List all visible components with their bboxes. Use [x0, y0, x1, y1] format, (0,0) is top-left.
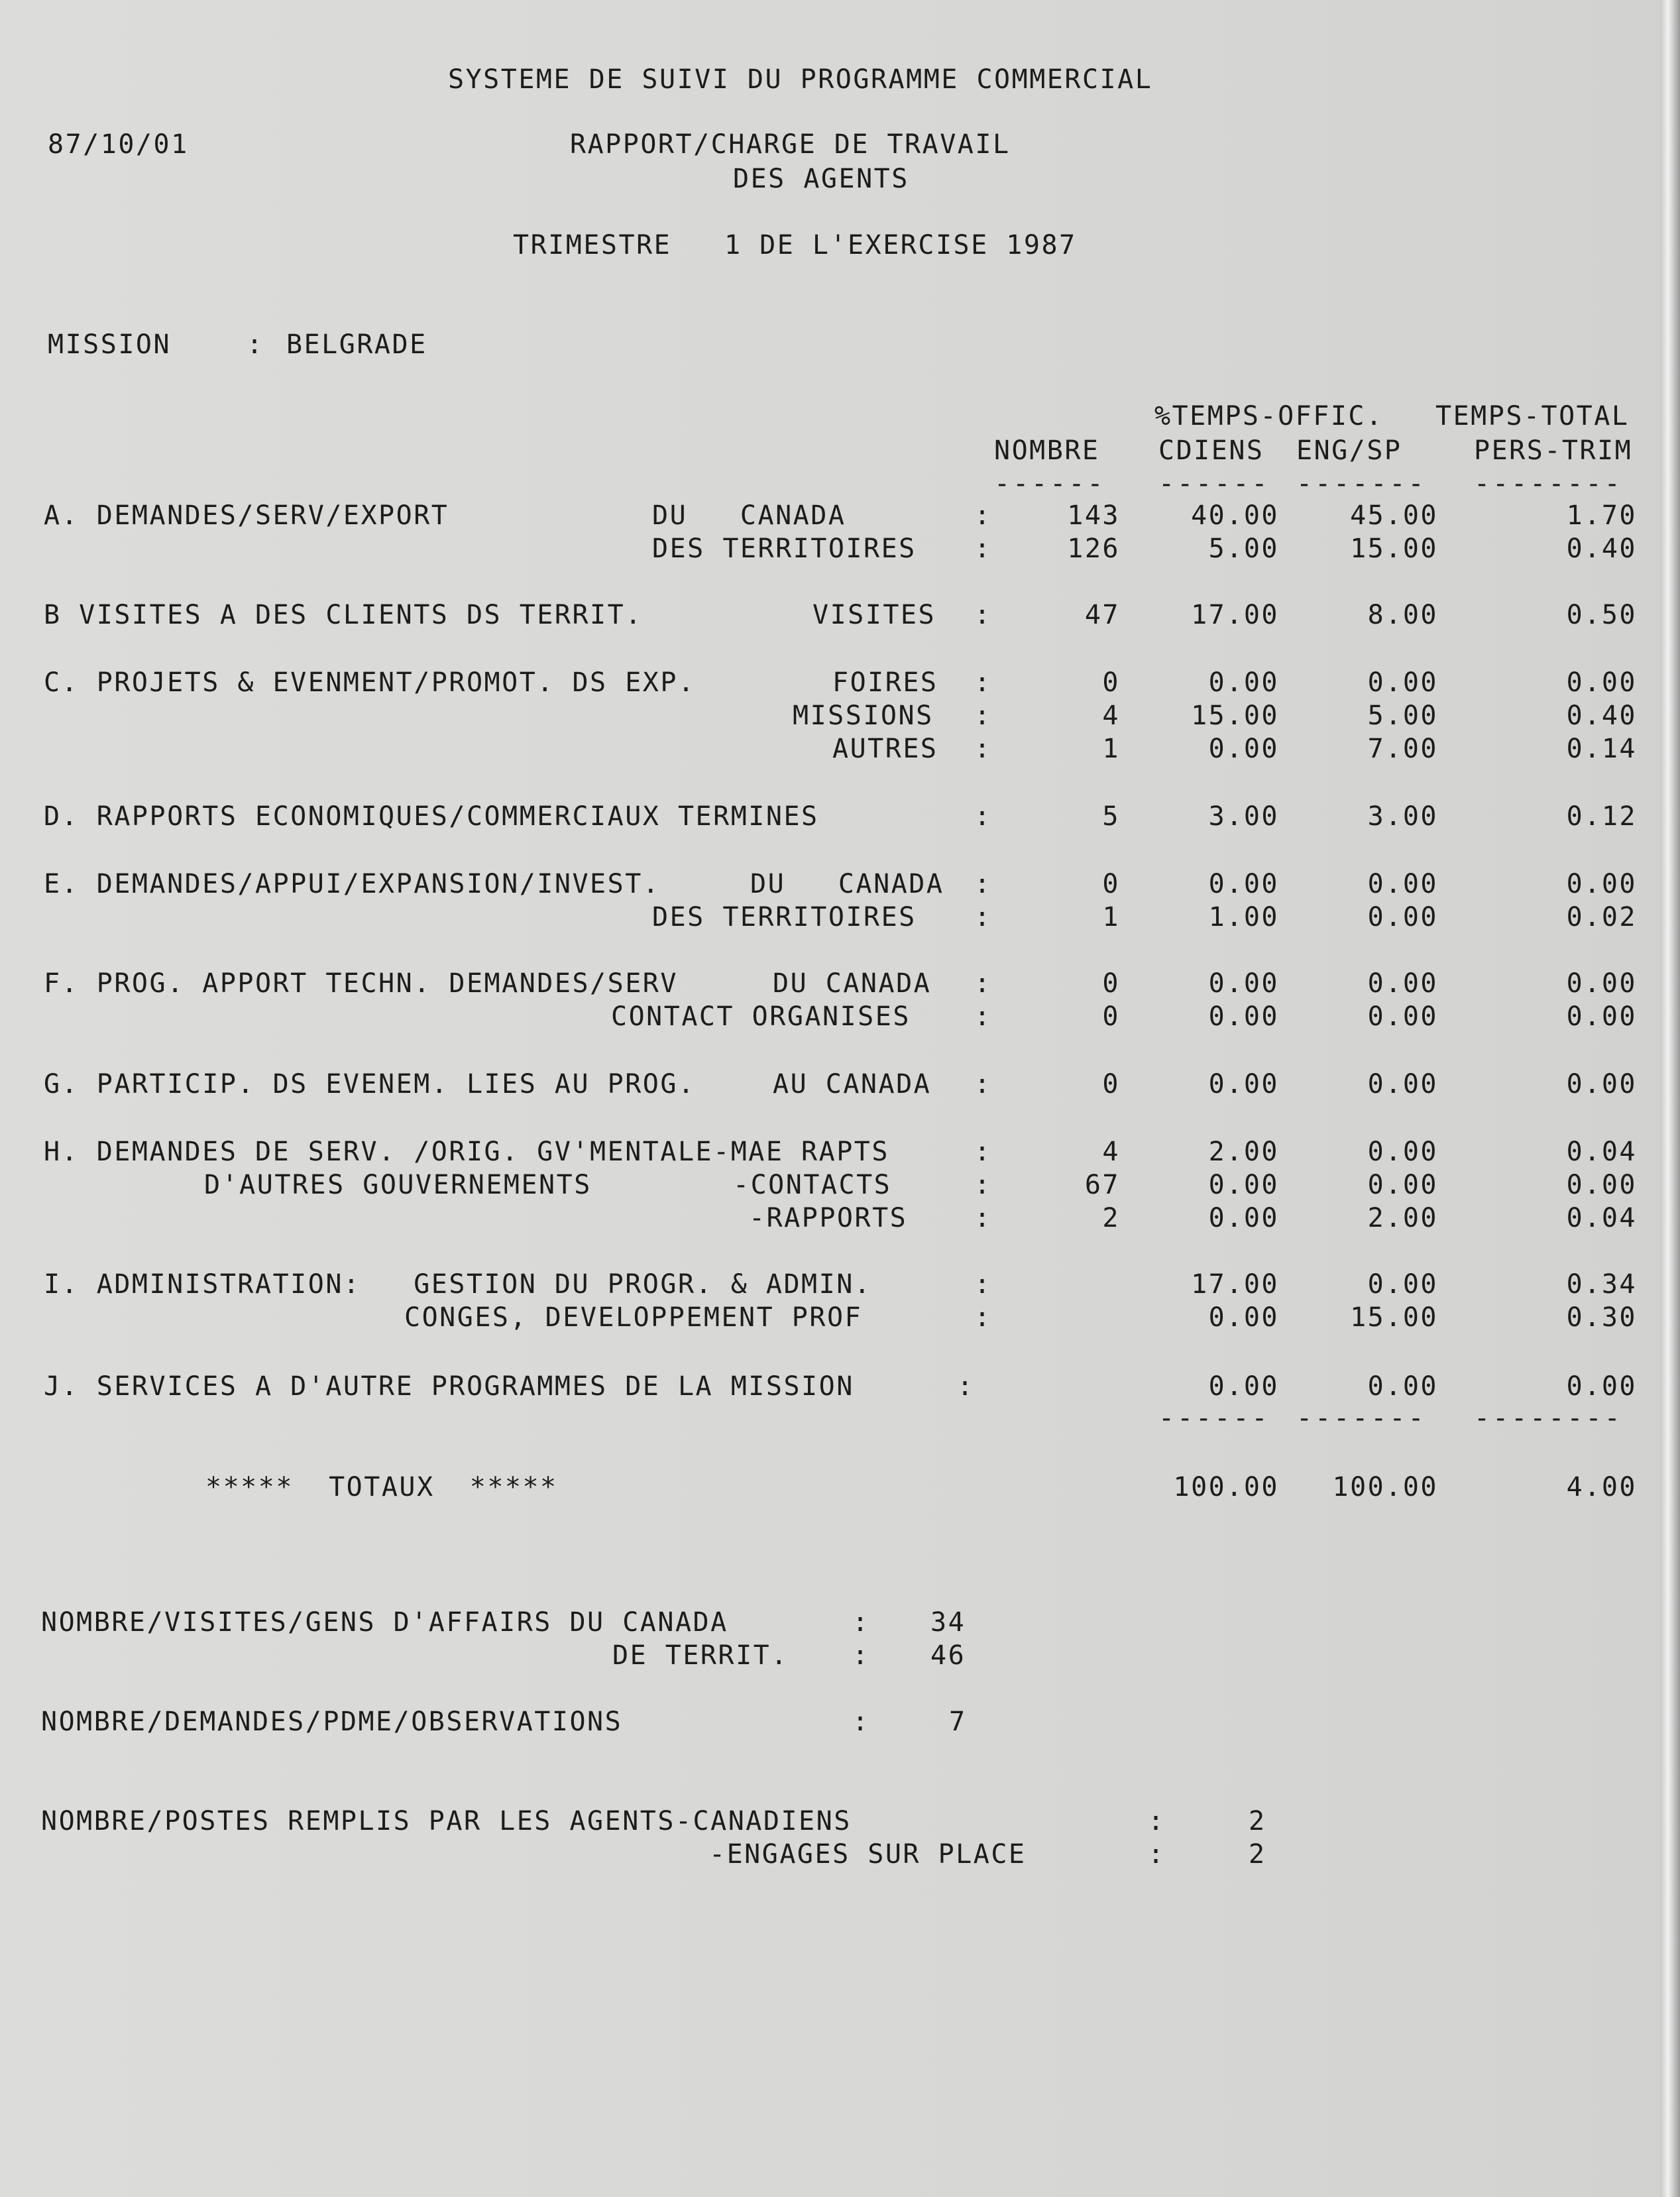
row-a2-eng: 15.00	[1350, 534, 1438, 564]
report-title-line-2: DES AGENTS	[733, 164, 909, 194]
totals-label: ***** TOTAUX *****	[205, 1472, 558, 1502]
row-h-nombre: 4	[1102, 1137, 1120, 1167]
row-d-eng: 3.00	[1367, 801, 1438, 832]
row-b-sub: VISITES	[812, 600, 936, 630]
row-a2-sub-territoires: DES TERRITOIRES	[652, 534, 917, 564]
totals-cdiens: 100.00	[1173, 1472, 1279, 1502]
row-c-cdiens: 0.00	[1208, 667, 1279, 698]
row-f-pers: 0.00	[1566, 968, 1637, 999]
row-j-sep: :	[957, 1371, 975, 1402]
row-c3-cdiens: 0.00	[1208, 734, 1279, 764]
row-a-eng: 45.00	[1350, 500, 1438, 531]
row-j-cdiens: 0.00	[1208, 1371, 1279, 1402]
row-h3-eng: 2.00	[1367, 1203, 1438, 1233]
summary-pdme-sep: :	[852, 1707, 870, 1737]
col-underline-eng-sp: -------	[1296, 469, 1427, 499]
row-f2-pers: 0.00	[1566, 1001, 1637, 1032]
row-h-cdiens: 2.00	[1208, 1137, 1279, 1167]
summary-territ-sep: :	[852, 1640, 870, 1671]
row-i2-pers: 0.30	[1566, 1302, 1637, 1333]
row-e2-sub-territoires: DES TERRITOIRES	[652, 902, 917, 932]
row-g-cdiens: 0.00	[1208, 1069, 1279, 1099]
row-e-pers: 0.00	[1566, 869, 1637, 899]
summary-engages-value: 2	[1249, 1839, 1266, 1870]
totals-underline-cdiens: ------	[1158, 1403, 1270, 1434]
row-h2-label: D'AUTRES GOUVERNEMENTS	[204, 1170, 592, 1200]
row-f-label: F. PROG. APPORT TECHN. DEMANDES/SERV	[44, 968, 678, 999]
row-e-sub-canada: DU CANADA	[750, 869, 944, 899]
quarter-line: TRIMESTRE 1 DE L'EXERCISE 1987	[513, 230, 1077, 260]
row-a-nombre: 143	[1067, 500, 1120, 531]
row-c2-nombre: 4	[1102, 701, 1120, 731]
row-c-nombre: 0	[1102, 667, 1120, 698]
row-b-nombre: 47	[1084, 600, 1120, 630]
row-c2-sep: :	[974, 701, 992, 731]
col-header-nombre: NOMBRE	[994, 435, 1100, 466]
row-f2-nombre: 0	[1102, 1001, 1120, 1032]
row-a-sep: :	[974, 500, 992, 531]
row-i-pers: 0.34	[1566, 1269, 1637, 1300]
row-i-sep: :	[974, 1269, 992, 1300]
summary-postes-sep: :	[1148, 1806, 1166, 1836]
summary-visites-territ: 46	[930, 1640, 966, 1671]
row-c-sub-foires: FOIRES	[832, 667, 938, 698]
row-c-pers: 0.00	[1566, 667, 1637, 698]
row-j-eng: 0.00	[1367, 1371, 1438, 1402]
summary-pdme-value: 7	[949, 1707, 967, 1737]
row-g-eng: 0.00	[1367, 1069, 1438, 1099]
row-i-eng: 0.00	[1367, 1269, 1438, 1300]
row-h2-sep: :	[974, 1170, 992, 1200]
row-i2-eng: 15.00	[1350, 1302, 1438, 1333]
totals-underline-eng: -------	[1296, 1403, 1427, 1434]
row-h3-nombre: 2	[1102, 1203, 1120, 1233]
row-b-pers: 0.50	[1566, 600, 1637, 630]
row-a-sub-canada: DU CANADA	[652, 500, 846, 531]
report-title-line-1: RAPPORT/CHARGE DE TRAVAIL	[570, 129, 1011, 160]
row-h-eng: 0.00	[1367, 1137, 1438, 1167]
summary-visites-sep: :	[852, 1607, 870, 1638]
row-f2-cdiens: 0.00	[1208, 1001, 1279, 1032]
row-f-nombre: 0	[1102, 968, 1120, 999]
row-a2-cdiens: 5.00	[1208, 534, 1279, 564]
row-b-sep: :	[974, 600, 992, 630]
row-e-sep: :	[974, 869, 992, 899]
row-g-sep: :	[974, 1069, 992, 1099]
row-i2-sep: :	[974, 1302, 992, 1333]
col-header-pct-temps: %TEMPS-OFFIC.	[1154, 401, 1384, 431]
row-f-cdiens: 0.00	[1208, 968, 1279, 999]
row-h2-nombre: 67	[1084, 1170, 1120, 1200]
row-j-label: J. SERVICES A D'AUTRE PROGRAMMES DE LA MISSION	[44, 1371, 854, 1402]
row-c3-nombre: 1	[1102, 734, 1120, 764]
row-f2-eng: 0.00	[1367, 1001, 1438, 1032]
row-d-pers: 0.12	[1566, 801, 1637, 832]
row-h2-pers: 0.00	[1566, 1170, 1637, 1200]
row-h2-sub-contacts: -CONTACTS	[733, 1170, 892, 1200]
mission-label: MISSION	[48, 329, 172, 360]
row-e2-sep: :	[974, 902, 992, 932]
row-h3-sep: :	[974, 1203, 992, 1233]
totals-pers: 4.00	[1566, 1472, 1637, 1502]
col-underline-nombre: ------	[994, 469, 1106, 499]
summary-visites-label: NOMBRE/VISITES/GENS D'AFFAIRS DU CANADA	[41, 1607, 728, 1638]
row-h-label: H. DEMANDES DE SERV. /ORIG. GV'MENTALE-MAE RAPTS	[44, 1137, 889, 1167]
summary-engages-sep: :	[1148, 1839, 1166, 1870]
row-h2-eng: 0.00	[1367, 1170, 1438, 1200]
row-a-pers: 1.70	[1566, 500, 1637, 531]
row-d-sep: :	[974, 801, 992, 832]
row-e2-pers: 0.02	[1566, 902, 1637, 932]
row-c3-pers: 0.14	[1566, 734, 1637, 764]
row-i-label: I. ADMINISTRATION: GESTION DU PROGR. & ADMIN.	[44, 1269, 872, 1300]
row-b-label: B VISITES A DES CLIENTS DS TERRIT.	[44, 600, 643, 630]
row-h2-cdiens: 0.00	[1208, 1170, 1279, 1200]
row-c3-sub-autres: AUTRES	[832, 734, 938, 764]
row-c3-eng: 7.00	[1367, 734, 1438, 764]
row-d-cdiens: 3.00	[1208, 801, 1279, 832]
row-a-cdiens: 40.00	[1191, 500, 1279, 531]
row-b-cdiens: 17.00	[1191, 600, 1279, 630]
row-e2-nombre: 1	[1102, 902, 1120, 932]
row-h3-pers: 0.04	[1566, 1203, 1637, 1233]
summary-postes-value: 2	[1249, 1806, 1266, 1836]
mission-separator: :	[247, 329, 264, 360]
row-g-sub: AU CANADA	[773, 1069, 932, 1099]
mission-value: BELGRADE	[286, 329, 427, 360]
system-title: SYSTEME DE SUIVI DU PROGRAMME COMMERCIAL	[448, 64, 1153, 95]
col-header-temps-total: TEMPS-TOTAL	[1435, 401, 1630, 431]
summary-territ-label: DE TERRIT.	[612, 1640, 789, 1671]
row-h-sep: :	[974, 1137, 992, 1167]
row-e2-cdiens: 1.00	[1208, 902, 1279, 932]
row-d-label: D. RAPPORTS ECONOMIQUES/COMMERCIAUX TERMINES	[44, 801, 819, 832]
col-header-pers-trim: PERS-TRIM	[1474, 435, 1633, 466]
col-underline-cdiens: ------	[1158, 469, 1270, 499]
row-g-nombre: 0	[1102, 1069, 1120, 1099]
row-e2-eng: 0.00	[1367, 902, 1438, 932]
row-c2-pers: 0.40	[1566, 701, 1637, 731]
row-g-label: G. PARTICIP. DS EVENEM. LIES AU PROG.	[44, 1069, 696, 1099]
row-f2-sep: :	[974, 1001, 992, 1032]
row-e-label: E. DEMANDES/APPUI/EXPANSION/INVEST.	[44, 869, 661, 899]
row-e-nombre: 0	[1102, 869, 1120, 899]
row-c-eng: 0.00	[1367, 667, 1438, 698]
row-c2-sub-missions: MISSIONS	[793, 701, 934, 731]
summary-visites-canada: 34	[930, 1607, 966, 1638]
page-edge	[1660, 0, 1680, 2197]
row-f-sub-canada: DU CANADA	[773, 968, 932, 999]
summary-pdme-label: NOMBRE/DEMANDES/PDME/OBSERVATIONS	[41, 1707, 623, 1737]
row-f-sep: :	[974, 968, 992, 999]
col-header-eng-sp: ENG/SP	[1296, 435, 1402, 466]
row-h3-sub-rapports: -RAPPORTS	[749, 1203, 908, 1233]
report-date: 87/10/01	[48, 129, 189, 160]
row-b-eng: 8.00	[1367, 600, 1438, 630]
row-a2-nombre: 126	[1067, 534, 1120, 564]
row-d-nombre: 5	[1102, 801, 1120, 832]
row-i2-label: CONGES, DEVELOPPEMENT PROF	[404, 1302, 863, 1333]
row-e-cdiens: 0.00	[1208, 869, 1279, 899]
row-c3-sep: :	[974, 734, 992, 764]
row-i2-cdiens: 0.00	[1208, 1302, 1279, 1333]
totals-eng: 100.00	[1332, 1472, 1438, 1502]
row-h-pers: 0.04	[1566, 1137, 1637, 1167]
summary-engages-label: -ENGAGES SUR PLACE	[709, 1839, 1027, 1870]
row-c2-eng: 5.00	[1367, 701, 1438, 731]
row-a2-pers: 0.40	[1566, 534, 1637, 564]
row-f2-sub-contact: CONTACT ORGANISES	[611, 1001, 911, 1032]
col-underline-pers-trim: --------	[1474, 469, 1623, 499]
col-header-cdiens: CDIENS	[1158, 435, 1264, 466]
row-a2-sep: :	[974, 534, 992, 564]
summary-postes-label: NOMBRE/POSTES REMPLIS PAR LES AGENTS-CANADIENS	[41, 1806, 852, 1836]
row-g-pers: 0.00	[1566, 1069, 1637, 1099]
row-c-label: C. PROJETS & EVENMENT/PROMOT. DS EXP.	[44, 667, 696, 698]
totals-underline-pers: --------	[1474, 1403, 1623, 1434]
row-i-cdiens: 17.00	[1191, 1269, 1279, 1300]
row-h3-cdiens: 0.00	[1208, 1203, 1279, 1233]
row-e-eng: 0.00	[1367, 869, 1438, 899]
row-f-eng: 0.00	[1367, 968, 1438, 999]
row-c2-cdiens: 15.00	[1191, 701, 1279, 731]
row-a-label: A. DEMANDES/SERV/EXPORT	[44, 500, 449, 531]
row-c-sep: :	[974, 667, 992, 698]
row-j-pers: 0.00	[1566, 1371, 1637, 1402]
